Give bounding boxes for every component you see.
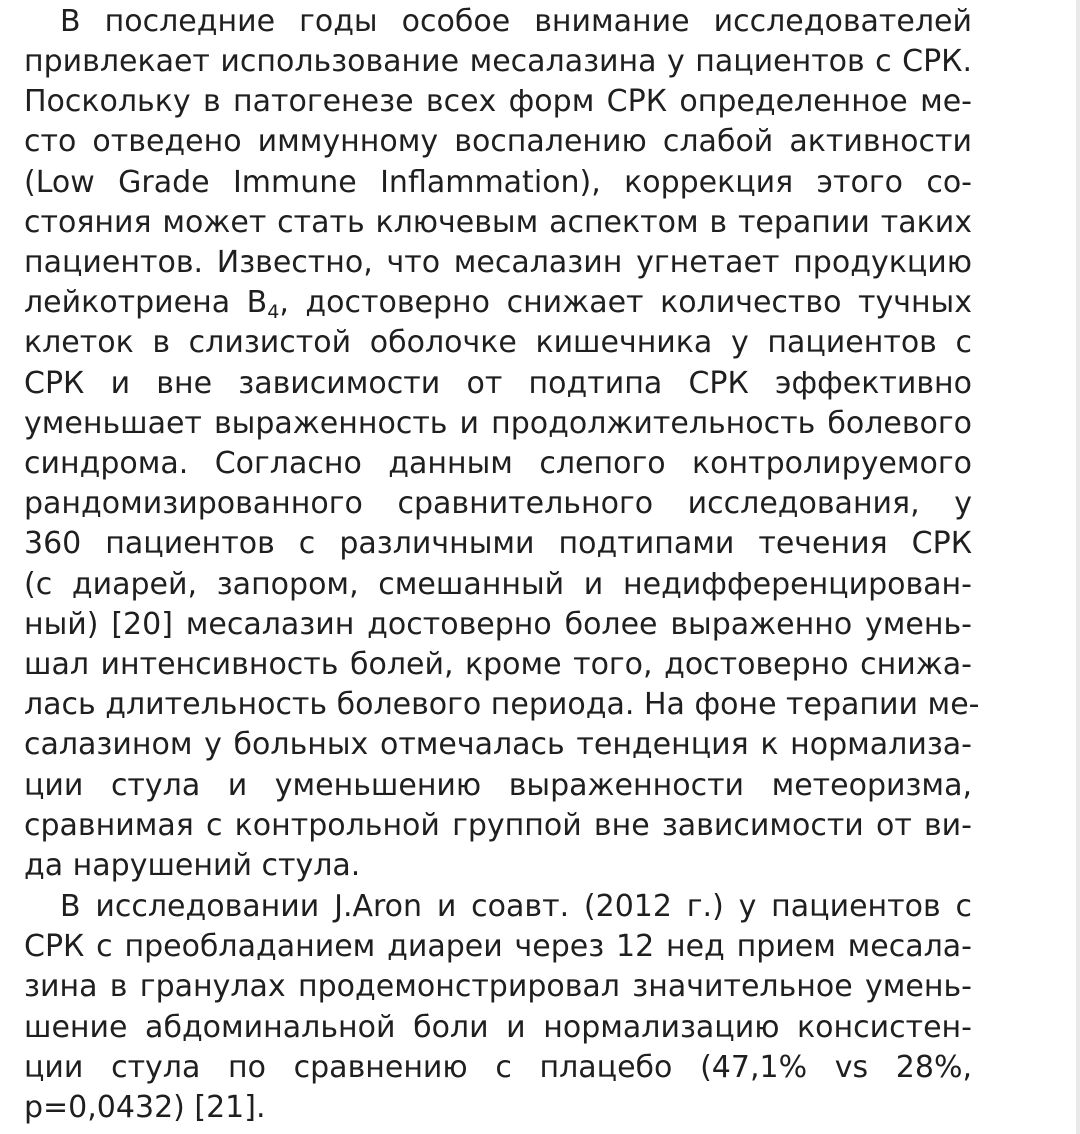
text-line: ный) [20] месалазин достоверно более выраженно умень- bbox=[24, 607, 972, 642]
text-line: уменьшает выраженность и продолжительность болевого bbox=[24, 406, 972, 441]
text-line: (с диарей, запором, смешанный и недифференцирован- bbox=[24, 567, 972, 602]
subscript: 4 bbox=[267, 301, 280, 323]
text-line: СРК с преобладанием диареи через 12 нед прием месала- bbox=[24, 929, 972, 964]
text-line: СРК и вне зависимости от подтипа СРК эффективно bbox=[24, 366, 972, 401]
text-line: салазином у больных отмечалась тенденция к нормализа- bbox=[24, 727, 972, 762]
text-line: да нарушений стула. bbox=[24, 848, 361, 883]
text-line: (Low Grade Immune Inflammation), коррекция этого со- bbox=[24, 165, 972, 200]
text-line: шение абдоминальной боли и нормализацию консистен- bbox=[24, 1010, 972, 1045]
text-line: синдрома. Согласно данным слепого контролируемого bbox=[24, 446, 972, 481]
text-line: привлекает использование месалазина у пациентов с СРК. bbox=[24, 44, 972, 79]
text-line-leukotriene bbox=[24, 283, 972, 323]
text-line: ции стула и уменьшению выраженности метеоризма, bbox=[24, 768, 972, 803]
text-line: клеток в слизистой оболочке кишечника у пациентов с bbox=[24, 325, 972, 360]
text-segment: , достоверно снижает количество тучных bbox=[279, 285, 972, 320]
text-line: шал интенсивность болей, кроме того, достоверно снижа- bbox=[24, 647, 972, 682]
page-edge-shadow bbox=[1076, 0, 1080, 1134]
text-line: сто отведено иммунному воспалению слабой активности bbox=[24, 124, 972, 159]
text-line: зина в гранулах продемонстрировал значительное умень- bbox=[24, 969, 972, 1004]
text-line: лась длительность болевого периода. На фоне терапии ме- bbox=[24, 687, 980, 722]
text-line: 360 пациентов с различными подтипами течения СРК bbox=[24, 526, 972, 561]
text-line: В исследовании J.Aron и соавт. (2012 г.) у пациентов с bbox=[60, 889, 972, 924]
text-line: ции стула по сравнению с плацебо (47,1% vs 28%, bbox=[24, 1050, 972, 1085]
text-line: Поскольку в патогенезе всех форм СРК определенное ме- bbox=[24, 84, 972, 119]
text-line: p=0,0432) [21]. bbox=[24, 1090, 266, 1125]
text-line: сравнимая с контрольной группой вне зависимости от ви- bbox=[24, 808, 972, 843]
text-segment: лейкотриена B bbox=[24, 285, 268, 320]
text-line: В последние годы особое внимание исследователей bbox=[60, 4, 972, 39]
text-line: стояния может стать ключевым аспектом в терапии таких bbox=[24, 205, 972, 240]
text-line: пациентов. Известно, что месалазин угнетает продукцию bbox=[24, 245, 972, 280]
text-line: рандомизированного сравнительного исследования, у bbox=[24, 486, 972, 521]
